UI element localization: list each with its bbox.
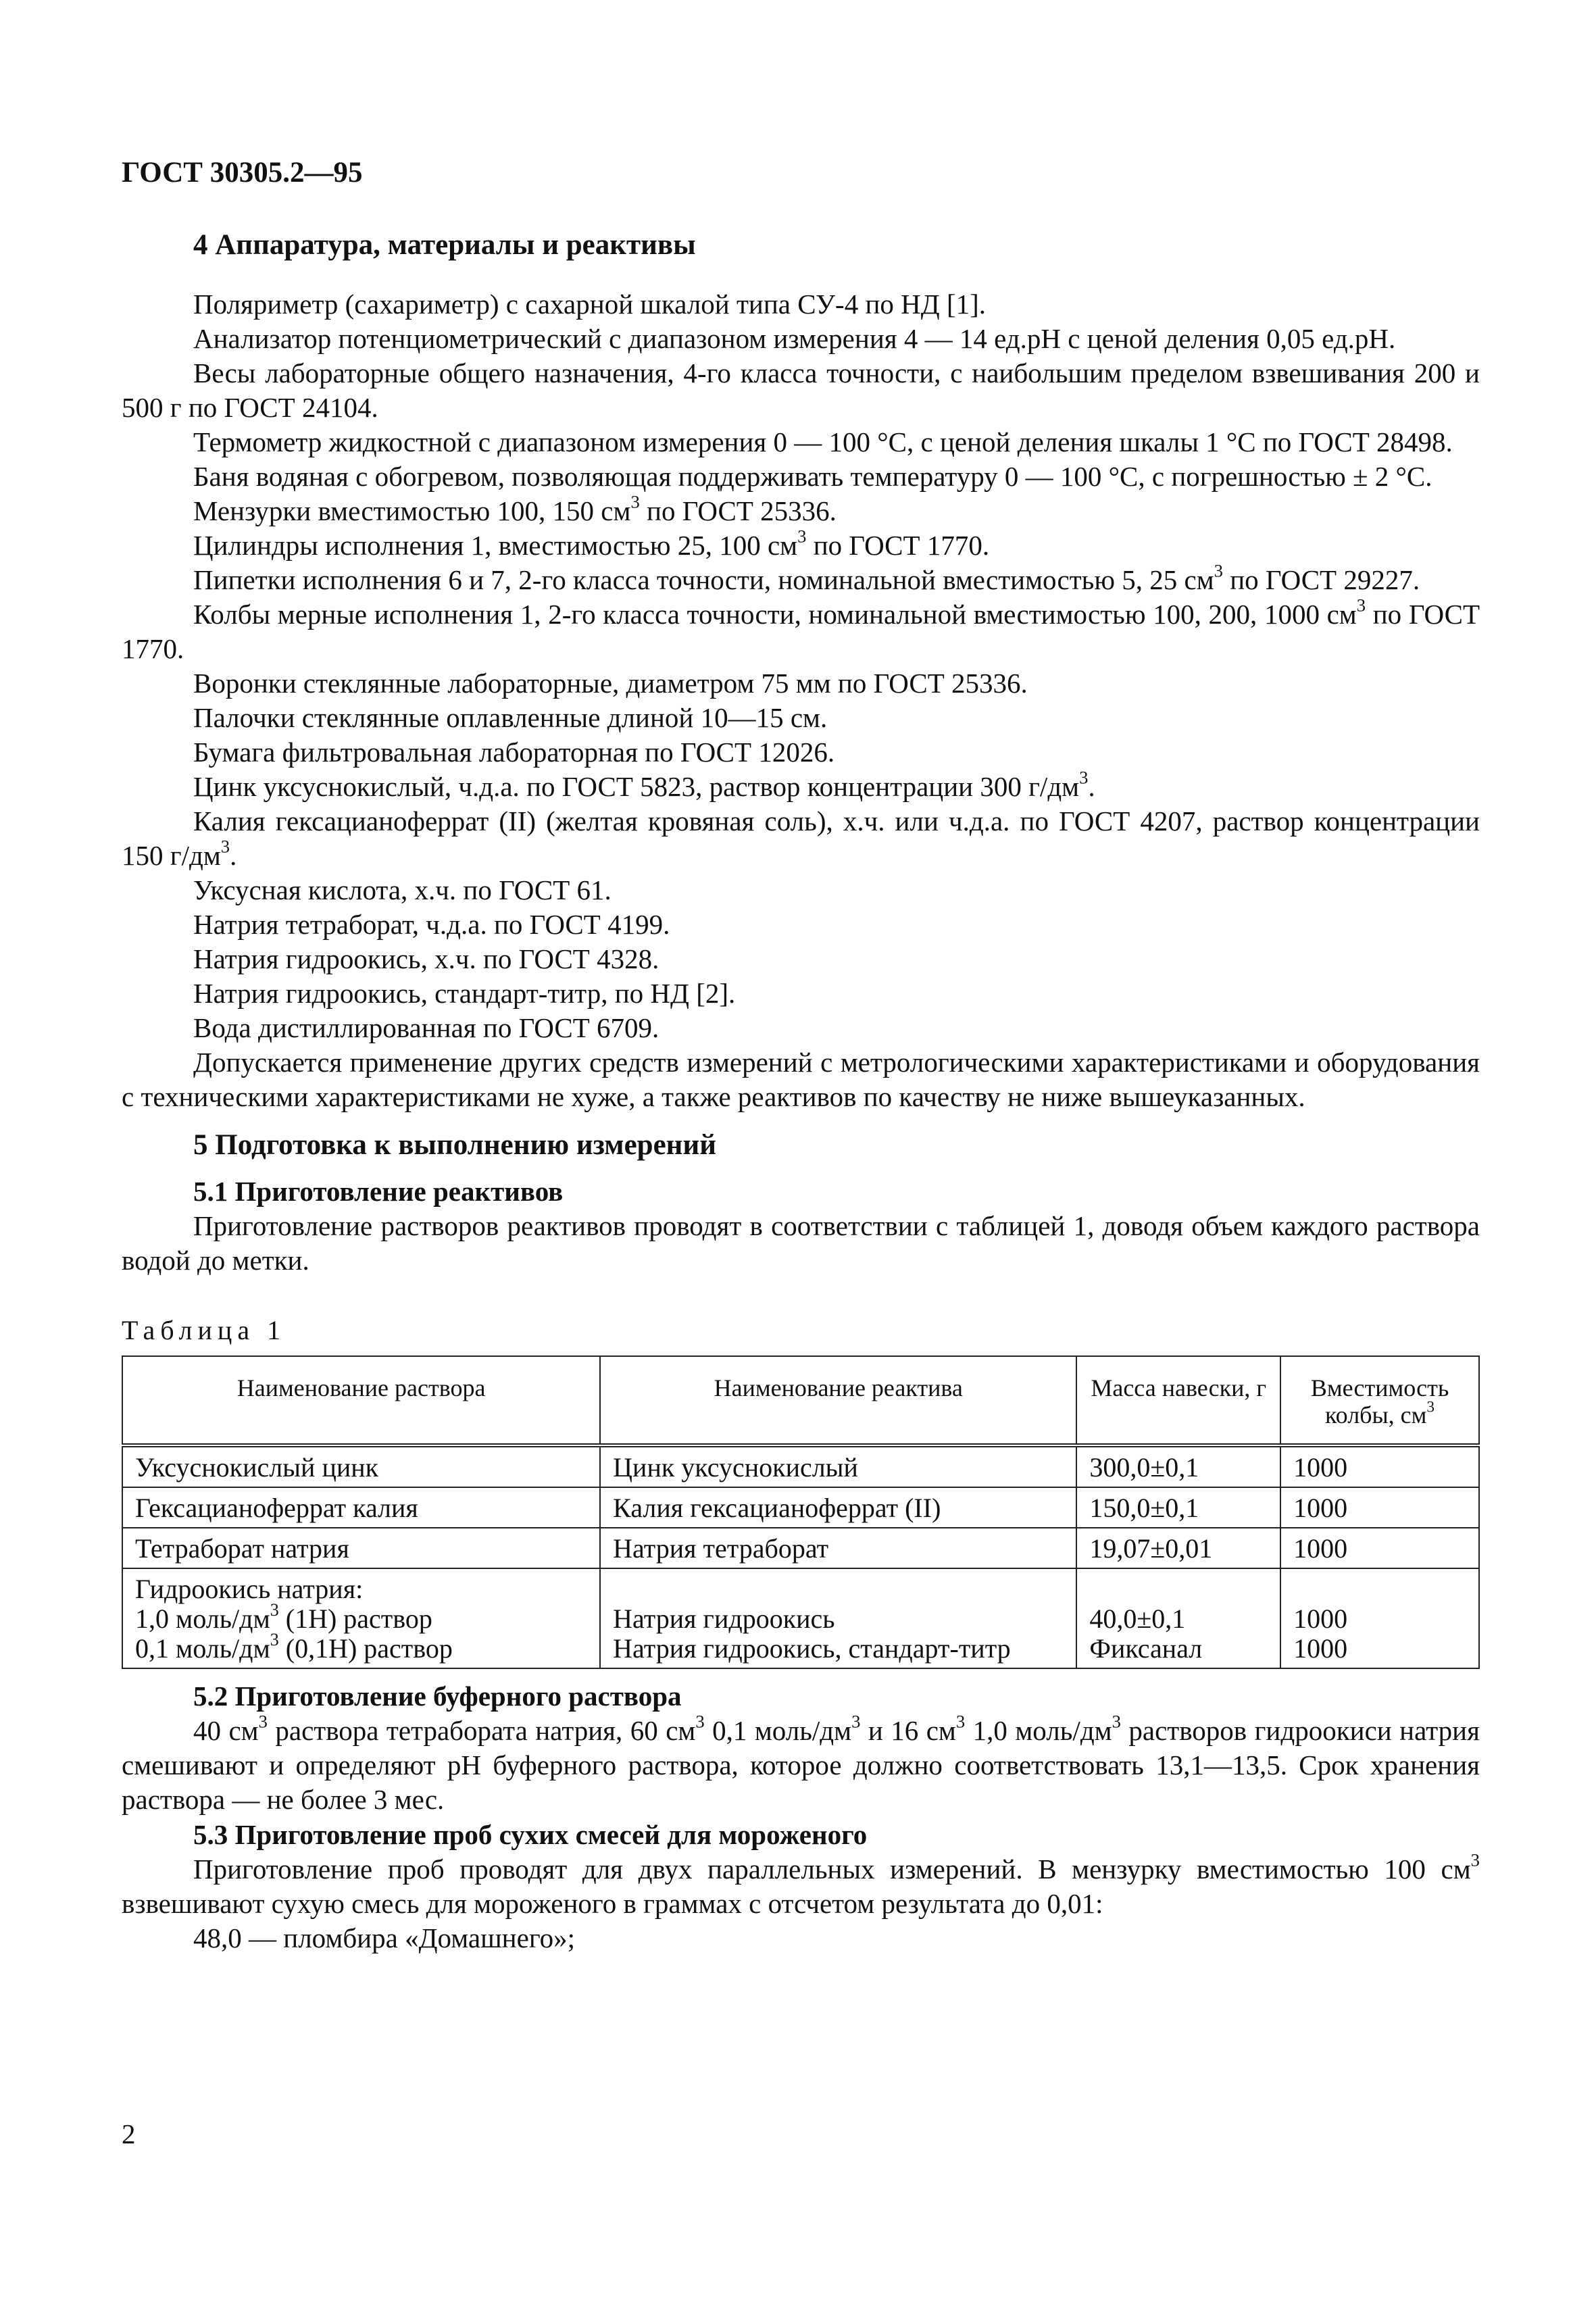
- paragraph: Вода дистиллированная по ГОСТ 6709.: [193, 1012, 659, 1043]
- section-4-title: 4 Аппаратура, материалы и реактивы: [193, 229, 696, 261]
- subsection-5-3-title: 5.3 Приготовление проб сухих смесей для мороженого: [193, 1819, 868, 1850]
- table-cell: 19,07±0,01: [1076, 1528, 1280, 1568]
- table-cell: Цинк уксуснокислый: [600, 1445, 1076, 1487]
- column-header: Наименование раствора: [122, 1356, 600, 1445]
- table-cell: Гидроокись натрия: 1,0 моль/$дм^3$ (1Н) раствор 0,1 моль/$дм^3$ (0,1Н) раствор: [122, 1568, 600, 1668]
- table-cell: 300,0±0,1: [1076, 1445, 1280, 1487]
- document-page: [122, 155, 1480, 1956]
- table-row: [122, 1528, 1479, 1568]
- table-cell: Натрия гидроокись Натрия гидроокись, стандарт-титр: [600, 1568, 1076, 1668]
- section-5-title: 5 Подготовка к выполнению измерений: [193, 1129, 716, 1161]
- table-row: [122, 1487, 1479, 1528]
- page-number: 2: [122, 2118, 136, 2149]
- paragraph: Анализатор потенциометрический с диапазоном измерения 4 — 14 ед.рН с ценой деления 0,05 ед.рН.: [193, 323, 1396, 354]
- table-row: [122, 1568, 1479, 1668]
- paragraph: Приготовление растворов реактивов проводят в соответствии с таблицей 1, доводя объем каждого раствора водой до метки.: [122, 1210, 1480, 1276]
- document-id: ГОСТ 30305.2—95: [122, 157, 363, 189]
- paragraph: Баня водяная с обогревом, позволяющая поддерживать температуру 0 — 100 °С, с погрешностью ± 2 °С.: [193, 461, 1432, 492]
- table-cell: Натрия тетраборат: [600, 1528, 1076, 1568]
- table-cell: Гексацианоферрат калия: [122, 1487, 600, 1528]
- paragraph: Воронки стеклянные лабораторные, диаметром 75 мм по ГОСТ 25336.: [193, 668, 1028, 699]
- paragraph: Уксусная кислота, х.ч. по ГОСТ 61.: [193, 874, 612, 905]
- table-cell: 40,0±0,1 Фиксанал: [1076, 1568, 1280, 1668]
- table-row: [122, 1445, 1479, 1487]
- table-cell: 1000: [1280, 1528, 1479, 1568]
- paragraph: Весы лабораторные общего назначения, 4-го класса точности, с наибольшим пределом взвешивания 200 и 500 г по ГОСТ 24104.: [122, 357, 1480, 423]
- table-cell: 150,0±0,1: [1076, 1487, 1280, 1528]
- paragraph: Колбы мерные исполнения 1, 2-го класса точности, номинальной вместимостью 100, 200, 1000 $см^3$ по ГОСТ 1770.: [122, 595, 1480, 664]
- table-header-row: [122, 1356, 1479, 1445]
- table-cell: Уксуснокислый цинк: [122, 1445, 600, 1487]
- table-cell: 1000 1000: [1280, 1568, 1479, 1668]
- table-cell: Калия гексацианоферрат (II): [600, 1487, 1076, 1528]
- column-header: Вместимость колбы, $см^3$: [1280, 1356, 1479, 1445]
- table-caption: Таблица 1: [122, 1315, 286, 1345]
- paragraph: Поляриметр (сахариметр) с сахарной шкалой типа СУ-4 по НД [1].: [193, 289, 987, 320]
- table-cell: 1000: [1280, 1487, 1479, 1528]
- column-header: Наименование реактива: [600, 1356, 1076, 1445]
- reagents-table: [122, 1355, 1480, 1669]
- paragraph: Термометр жидкостной с диапазоном измерения 0 — 100 °С, с ценой деления шкалы 1 °С по ГОСТ 28498.: [193, 426, 1453, 457]
- paragraph: Допускается применение других средств измерений с метрологическими характеристиками и оборудования с техническими характеристиками не хуже, а также реактивов по качеству не ниже вышеуказанных.: [122, 1047, 1480, 1112]
- paragraph: Бумага фильтровальная лабораторная по ГОСТ 12026.: [193, 737, 835, 768]
- table-cell: 1000: [1280, 1445, 1479, 1487]
- subsection-5-1-title: 5.1 Приготовление реактивов: [193, 1176, 564, 1207]
- table-cell: Тетраборат натрия: [122, 1528, 600, 1568]
- paragraph: Цинк уксуснокислый, ч.д.а. по ГОСТ 5823, раствор концентрации 300 $г/дм^3$.: [193, 767, 1095, 802]
- paragraph: Цилиндры исполнения 1, вместимостью 25, 100 $см^3$ по ГОСТ 1770.: [193, 526, 990, 561]
- paragraph: 40 $см^3$ раствора тетрабората натрия, 60 $см^3$ 0,1 моль/$дм^3$ и 16 $см^3$ 1,0 моль/$дм^3$ растворов гидроокиси натрия смешивают и определяют рН буферного раствора, которое должно соответствовать 13,1—13,5. Срок хранения раствора — не более 3 мес.: [122, 1711, 1480, 1815]
- paragraph: Натрия гидроокись, х.ч. по ГОСТ 4328.: [193, 943, 659, 974]
- paragraph: Мензурки вместимостью 100, 150 $см^3$ по ГОСТ 25336.: [193, 491, 837, 526]
- list-item: 48,0 — пломбира «Домашнего»;: [193, 1922, 576, 1953]
- paragraph: Приготовление проб проводят для двух параллельных измерений. В мензурку вместимостью 100 $см^3$ взвешивают сухую смесь для мороженого в граммах с отсчетом результата до 0,01:: [122, 1849, 1480, 1919]
- paragraph: Калия гексацианоферрат (II) (желтая кровяная соль), х.ч. или ч.д.а. по ГОСТ 4207, раствор концентрации 150 $г/дм^3$.: [122, 805, 1480, 871]
- paragraph: Пипетки исполнения 6 и 7, 2-го класса точности, номинальной вместимостью 5, 25 $см^3$ по ГОСТ 29227.: [193, 560, 1420, 595]
- paragraph: Натрия тетраборат, ч.д.а. по ГОСТ 4199.: [193, 909, 670, 940]
- subsection-5-2-title: 5.2 Приготовление буферного раствора: [193, 1681, 682, 1712]
- paragraph: Палочки стеклянные оплавленные длиной 10—15 см.: [193, 702, 828, 733]
- column-header: Масса навески, г: [1076, 1356, 1280, 1445]
- paragraph: Натрия гидроокись, стандарт-титр, по НД [2].: [193, 978, 736, 1009]
